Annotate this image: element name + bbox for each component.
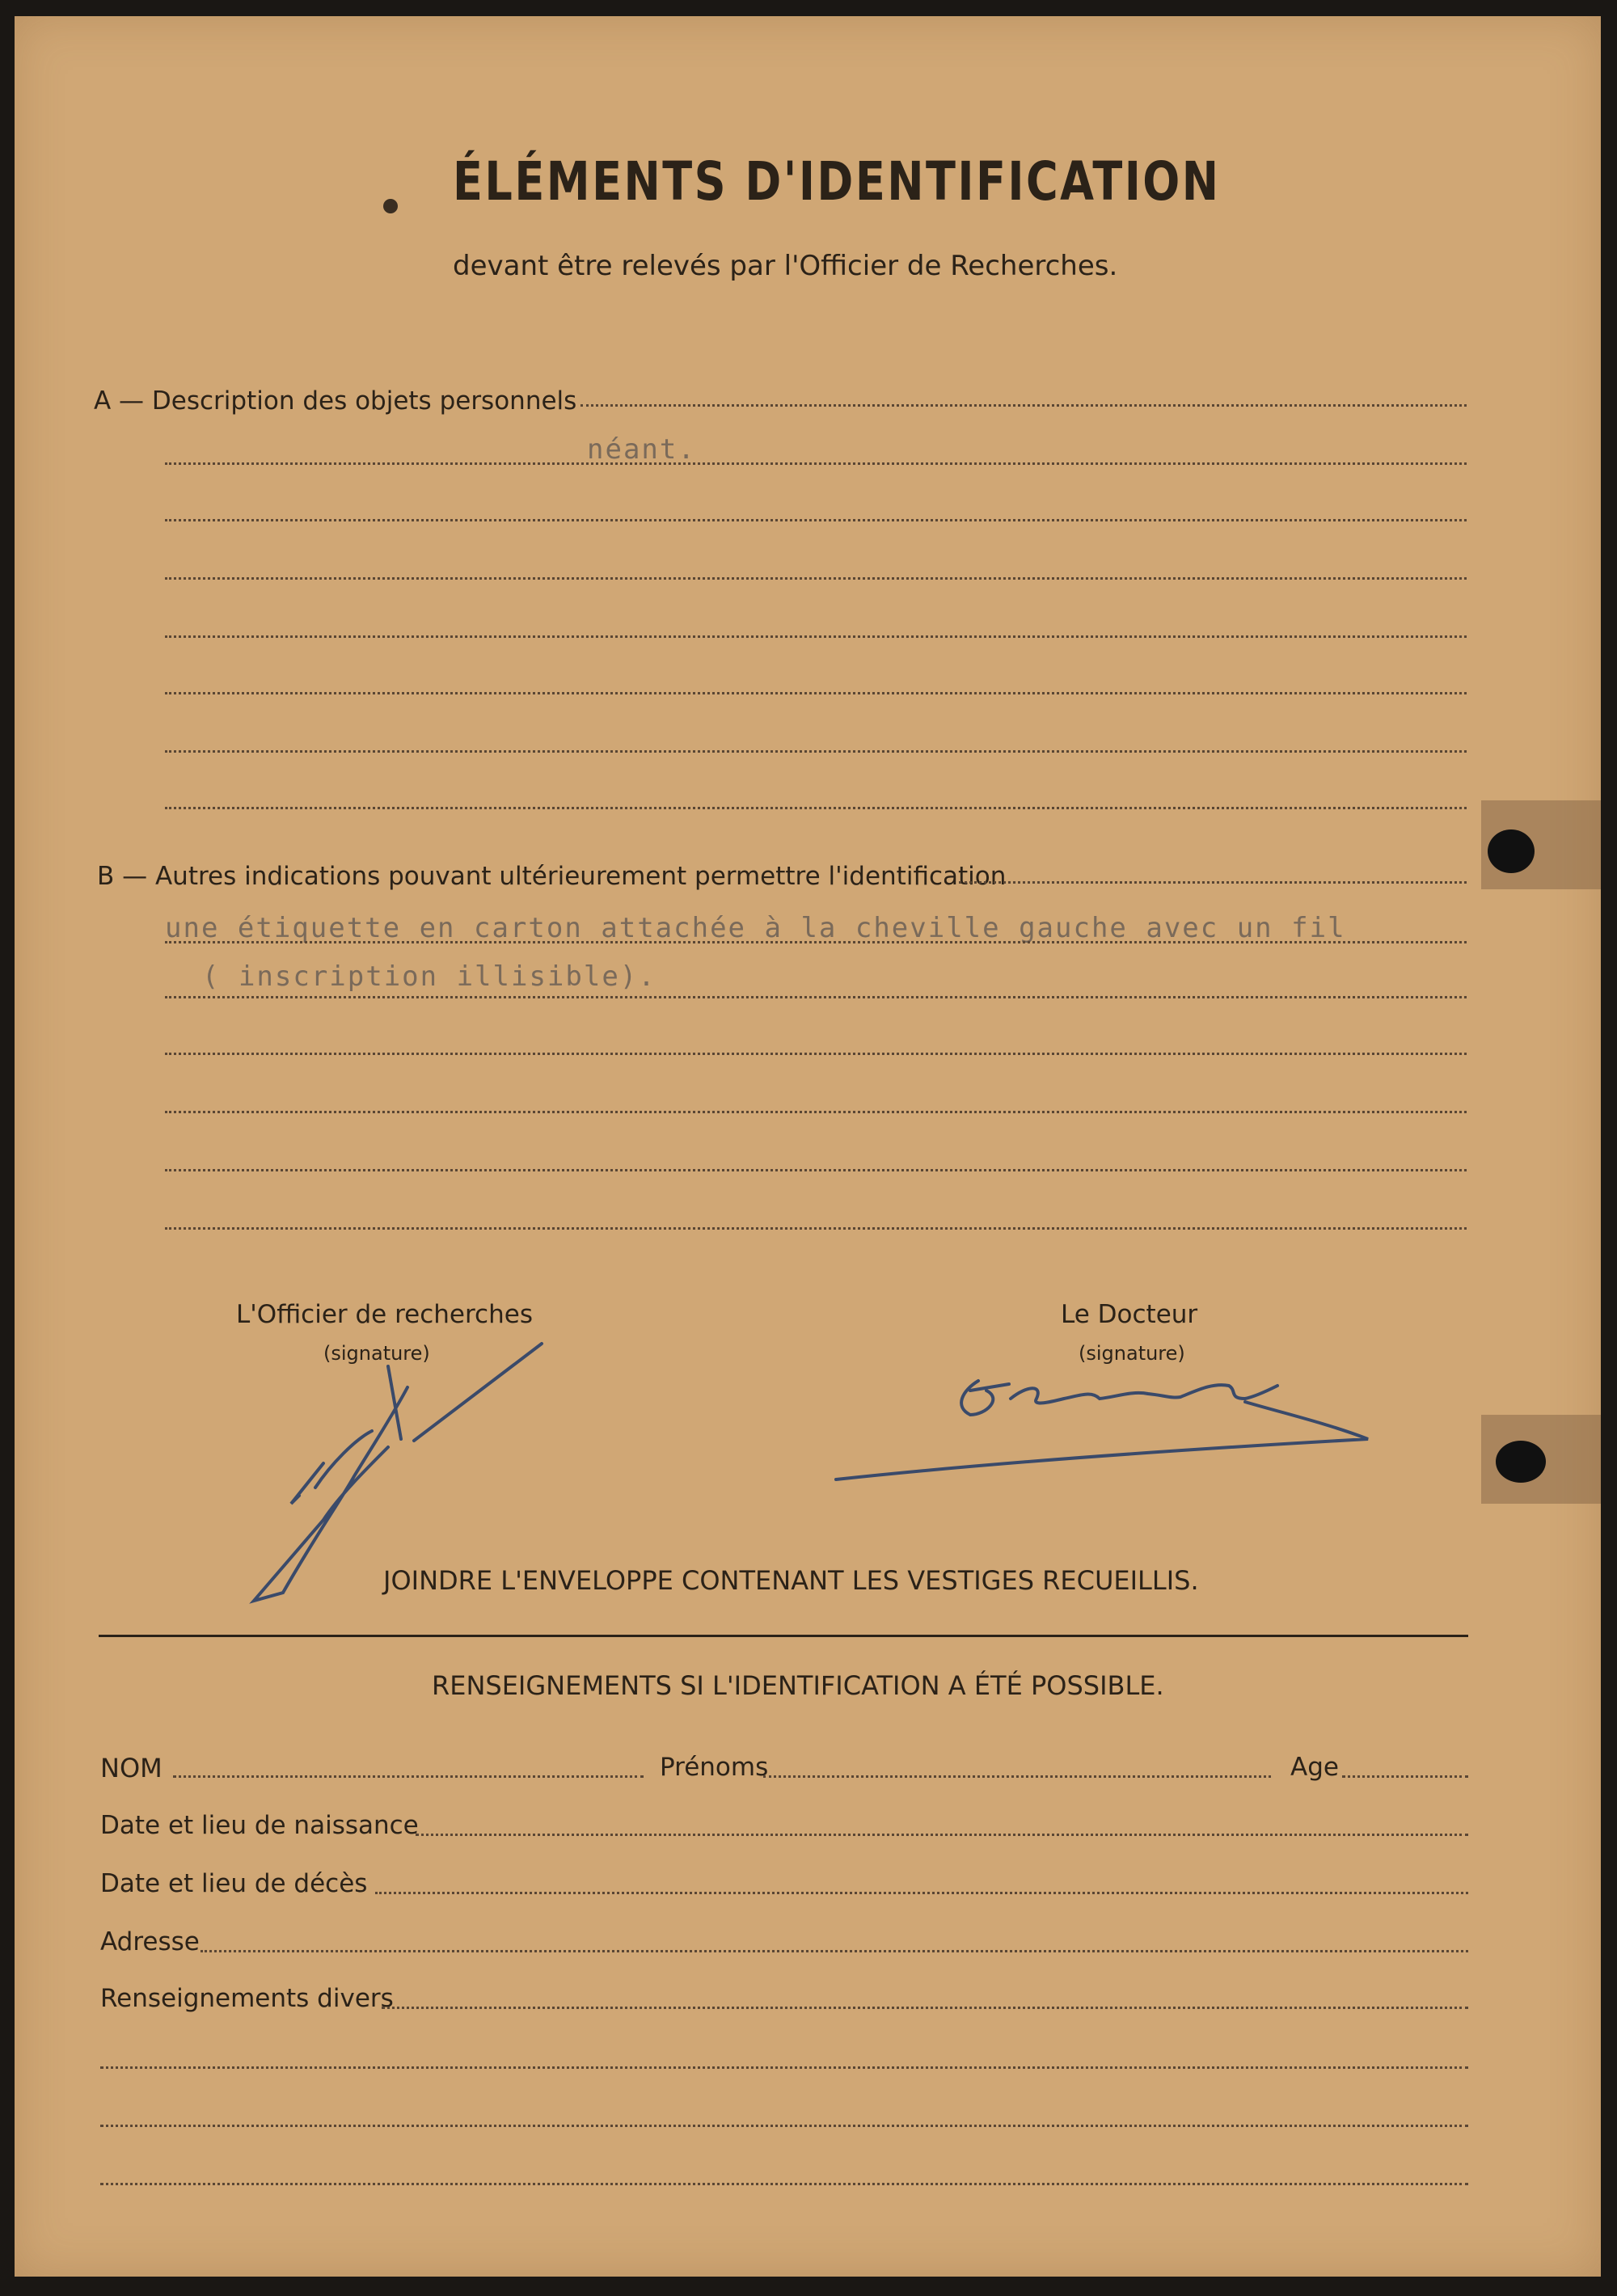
section-b-line-5 — [165, 1111, 1467, 1113]
doctor-signature — [825, 1366, 1374, 1488]
enclosure-instruction: JOINDRE L'ENVELOPPE CONTENANT LES VESTIGES RECUEILLIS. — [383, 1565, 1199, 1596]
section-a-line-1 — [581, 404, 1467, 407]
section-a-typed-text: néant. — [587, 433, 696, 466]
officer-signature-sub: (signature) — [323, 1342, 430, 1365]
section-a-line-2 — [165, 462, 1467, 465]
section-b-typed-line-1: une étiquette en carton attachée à la cheville gauche avec un fil — [165, 912, 1346, 944]
divers-line-3 — [100, 2125, 1468, 2127]
prenoms-label: Prénoms — [660, 1753, 769, 1782]
punch-hole-top — [1488, 829, 1535, 873]
prenoms-line — [763, 1775, 1271, 1778]
adresse-line — [201, 1950, 1468, 1952]
section-a-line-8 — [165, 807, 1467, 809]
naissance-line — [416, 1834, 1468, 1836]
nom-label: NOM — [100, 1753, 163, 1783]
section-divider — [99, 1635, 1468, 1637]
section-b-typed-line-2: ( inscription illisible). — [202, 960, 657, 993]
document-page — [15, 16, 1601, 2277]
age-label: Age — [1290, 1753, 1339, 1782]
identification-heading: RENSEIGNEMENTS SI L'IDENTIFICATION A ÉTÉ POSSIBLE. — [432, 1670, 1164, 1701]
section-b-line-6 — [165, 1169, 1467, 1171]
section-a-line-5 — [165, 635, 1467, 638]
divers-line-2 — [100, 2066, 1468, 2069]
page-subtitle: devant être relevés par l'Officier de Recherches. — [453, 250, 1118, 282]
doctor-signature-label: Le Docteur — [1061, 1300, 1198, 1329]
age-line — [1342, 1775, 1468, 1778]
section-a-line-6 — [165, 692, 1467, 694]
naissance-label: Date et lieu de naissance — [100, 1811, 419, 1840]
divers-line-1 — [382, 2007, 1468, 2009]
officer-signature-label: L'Officier de recherches — [236, 1300, 533, 1329]
section-b-line-1 — [959, 881, 1467, 884]
divers-label: Renseignements divers — [100, 1984, 394, 2013]
nom-line — [173, 1775, 644, 1778]
section-b-line-3 — [165, 996, 1467, 998]
section-a-label: A — Description des objets personnels — [94, 386, 577, 416]
section-b-label: B — Autres indications pouvant ultérieurement permettre l'identification — [97, 862, 1007, 891]
deces-line — [375, 1892, 1468, 1894]
punch-hole-bottom — [1496, 1441, 1546, 1483]
adresse-label: Adresse — [100, 1927, 200, 1956]
section-b-line-7 — [165, 1227, 1467, 1230]
section-a-line-7 — [165, 750, 1467, 753]
page-title: ÉLÉMENTS D'IDENTIFICATION — [453, 150, 1221, 213]
section-b-line-4 — [165, 1053, 1467, 1055]
doctor-signature-sub: (signature) — [1079, 1342, 1185, 1365]
section-a-line-3 — [165, 519, 1467, 521]
section-b-line-2 — [165, 941, 1467, 943]
divers-line-4 — [100, 2183, 1468, 2185]
section-a-line-4 — [165, 577, 1467, 580]
ink-dot — [383, 199, 398, 213]
deces-label: Date et lieu de décès — [100, 1869, 368, 1898]
